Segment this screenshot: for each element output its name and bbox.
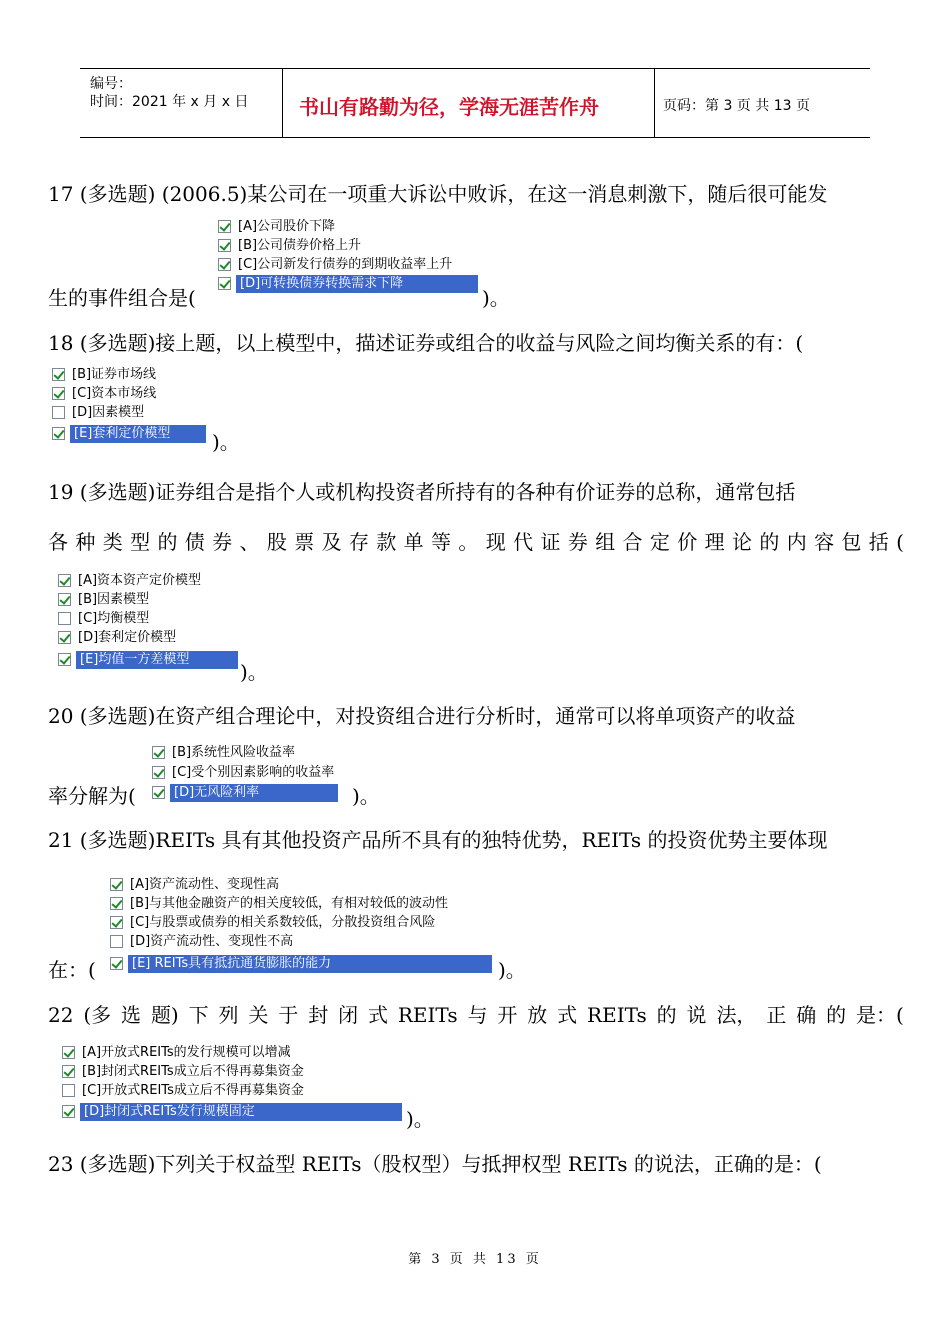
checkbox-checked-icon[interactable] <box>218 220 231 233</box>
motto-text: 书山有路勤为径，学海无涯苦作舟 <box>299 95 599 119</box>
checkbox-icon[interactable] <box>52 406 65 419</box>
checkbox-checked-icon[interactable] <box>218 258 231 271</box>
question-19-line-2: 各 种 类 型 的 债 券 、 股 票 及 存 款 单 等 。 现 代 证 券 组 合 定 价 理 论 的 内 容 包 括 ( <box>48 530 904 554</box>
question-17-continuation: 生的事件组合是( <box>48 286 196 310</box>
checkbox-checked-icon[interactable] <box>110 957 123 970</box>
checkbox-checked-icon[interactable] <box>58 574 71 587</box>
question-20-continuation: 率分解为( <box>48 784 136 808</box>
page-footer: 第 3 页 共 13 页 <box>408 1252 542 1267</box>
checkbox-checked-icon[interactable] <box>52 368 65 381</box>
checkbox-checked-icon[interactable] <box>152 746 165 759</box>
question-17-close: )。 <box>482 286 510 310</box>
checkbox-checked-icon[interactable] <box>58 631 71 644</box>
question-22-options: [A]开放式REITs的发行规模可以增减 [B]封闭式REITs成立后不得再募集资金 [C]开放式REITs成立后不得再募集资金 [D]封闭式REITs发行规模固定 <box>62 1044 404 1130</box>
question-18-close: )。 <box>212 430 240 454</box>
checkbox-checked-icon[interactable] <box>110 897 123 910</box>
question-23-stem: 23 (多选题)下列关于权益型 REITs（股权型）与抵押权型 REITs 的说法，正确的是：( <box>48 1152 822 1176</box>
checkbox-checked-icon[interactable] <box>152 786 165 799</box>
time-label: 时间：2021 年 x 月 x 日 <box>90 94 249 110</box>
checkbox-checked-icon[interactable] <box>62 1065 75 1078</box>
header-motto-cell <box>283 69 655 137</box>
page-header <box>80 68 870 138</box>
checkbox-checked-icon[interactable] <box>218 239 231 252</box>
checkbox-icon[interactable] <box>110 935 123 948</box>
question-18-options: [B]证券市场线 [C]资本市场线 [D]因素模型 [E]套利定价模型 <box>52 366 212 448</box>
question-20-stem: 20 (多选题)在资产组合理论中，对投资组合进行分析时，通常可以将单项资产的收益 <box>48 704 796 728</box>
checkbox-icon[interactable] <box>62 1084 75 1097</box>
checkbox-checked-icon[interactable] <box>110 878 123 891</box>
checkbox-checked-icon[interactable] <box>152 766 165 779</box>
page-info: 页码：第 3 页 共 13 页 <box>663 98 810 114</box>
checkbox-icon[interactable] <box>58 612 71 625</box>
checkbox-checked-icon[interactable] <box>62 1046 75 1059</box>
question-19-options: [A]资本资产定价模型 [B]因素模型 [C]均衡模型 [D]套利定价模型 [E]均值一方差模型 <box>58 572 240 672</box>
serial-label: 编号： <box>90 76 132 92</box>
question-19-close: )。 <box>240 660 268 684</box>
question-17-stem: 17 (多选题) (2006.5)某公司在一项重大诉讼中败诉，在这一消息刺激下，随后很可能发 <box>48 182 828 206</box>
question-21-continuation: 在：( <box>48 958 96 982</box>
checkbox-checked-icon[interactable] <box>52 427 65 440</box>
question-20-options: [B]系统性风险收益率 [C]受个别因素影响的收益率 [D]无风险利率 <box>152 736 342 804</box>
question-18-stem: 18 (多选题)接上题，以上模型中，描述证券或组合的收益与风险之间均衡关系的有：( <box>48 331 804 355</box>
checkbox-checked-icon[interactable] <box>110 916 123 929</box>
header-page-cell <box>655 69 870 137</box>
checkbox-checked-icon[interactable] <box>62 1105 75 1118</box>
checkbox-checked-icon[interactable] <box>52 387 65 400</box>
option-checkbox[interactable]: [C]受个别因素影响的收益率 <box>152 764 342 782</box>
checkbox-checked-icon[interactable] <box>58 653 71 666</box>
question-19-stem: 19 (多选题)证券组合是指个人或机构投资者所持有的各种有价证券的总称，通常包括 <box>48 480 796 504</box>
checkbox-checked-icon[interactable] <box>218 277 231 290</box>
question-22-close: )。 <box>406 1107 434 1131</box>
checkbox-checked-icon[interactable] <box>58 593 71 606</box>
header-meta-cell <box>80 69 283 137</box>
question-20-close: )。 <box>352 784 380 808</box>
question-22-stem: 22 (多 选 题) 下 列 关 于 封 闭 式 REITs 与 开 放 式 REITs 的 说 法， 正 确 的 是：( <box>48 1003 904 1027</box>
question-21-close: )。 <box>498 958 526 982</box>
question-21-stem: 21 (多选题)REITs 具有其他投资产品所不具有的独特优势，REITs 的投资优势主要体现 <box>48 828 828 852</box>
question-21-options: [A]资产流动性、变现性高 [B]与其他金融资产的相关度较低，有相对较低的波动性 [C]与股票或债券的相关系数较低，分散投资组合风险 [D]资产流动性、变现性不高 [E] REITs具有抵抗通货膨胀的能力 <box>110 876 496 976</box>
question-17-options: [A]公司股价下降 [B]公司债券价格上升 [C]公司新发行债券的到期收益率上升 [D]可转换债券转换需求下降 <box>218 218 478 304</box>
